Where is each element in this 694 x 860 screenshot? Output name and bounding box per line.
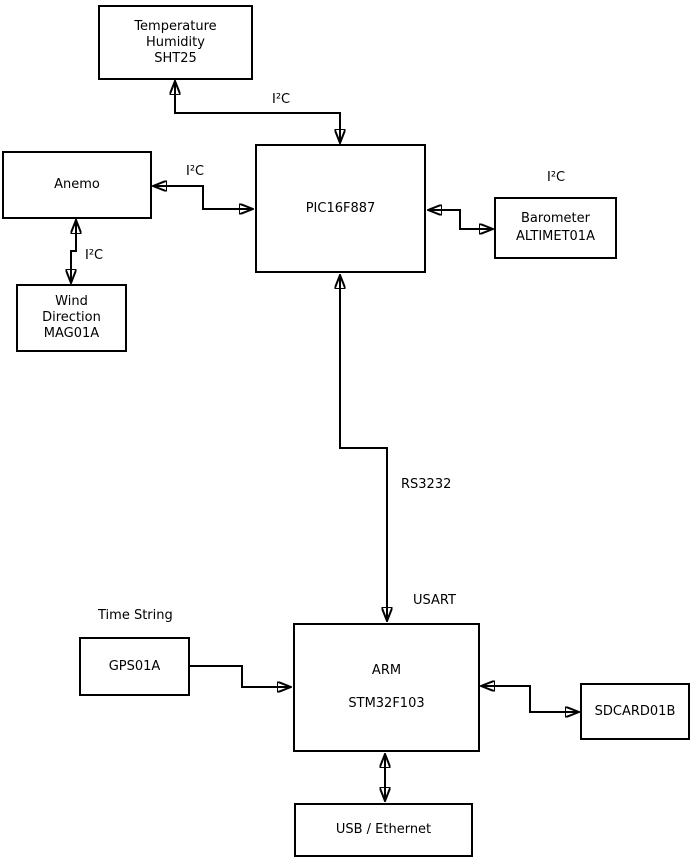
connector-pic-barometer <box>428 210 493 229</box>
barometer-box-line2: ALTIMET01A <box>516 229 595 244</box>
i2c-label-barometer: I²C <box>547 170 566 185</box>
usb-ethernet-box <box>294 803 473 857</box>
wind-box-line3: MAG01A <box>43 326 100 341</box>
connector-gps-arm <box>190 666 291 687</box>
gps-box-label: GPS01A <box>108 658 161 674</box>
connector-temperature-pic <box>175 81 340 143</box>
arm-box-line2: STM32F103 <box>348 696 425 711</box>
wind-direction-box <box>16 284 127 352</box>
time-string-label: Time String <box>98 608 173 623</box>
arm-box-line1: ARM <box>371 663 402 678</box>
usart-label: USART <box>413 593 456 608</box>
barometer-box <box>494 197 617 259</box>
wind-box-line2: Direction <box>42 310 101 325</box>
i2c-label-temperature: I²C <box>272 92 291 107</box>
anemo-box <box>2 151 152 219</box>
usb-box-label: USB / Ethernet <box>335 822 432 837</box>
temperature-box-line1: Temperature <box>134 18 217 34</box>
barometer-box-line1: Barometer <box>521 211 590 226</box>
anemo-box-label: Anemo <box>54 177 100 192</box>
arm-microcontroller-box <box>293 623 480 752</box>
gps-box <box>79 637 190 696</box>
connector-pic-arm <box>340 275 387 621</box>
wind-box-line1: Wind <box>55 294 88 309</box>
i2c-label-anemo-pic: I²C <box>186 164 205 179</box>
rs3232-label: RS3232 <box>401 477 452 492</box>
i2c-label-wind: I²C <box>85 248 104 263</box>
sdcard-box <box>580 683 690 740</box>
pic-box-label: PIC16F887 <box>305 200 376 216</box>
temperature-box-line2: Humidity <box>146 34 205 50</box>
sdcard-box-label: SDCARD01B <box>594 703 676 719</box>
connector-arm-sdcard <box>481 686 579 712</box>
connector-anemo-pic <box>153 186 253 209</box>
connector-anemo-wind <box>71 220 76 283</box>
temperature-box-line3: SHT25 <box>154 50 197 66</box>
pic-microcontroller-box <box>255 144 426 273</box>
temperature-humidity-box <box>98 5 253 80</box>
